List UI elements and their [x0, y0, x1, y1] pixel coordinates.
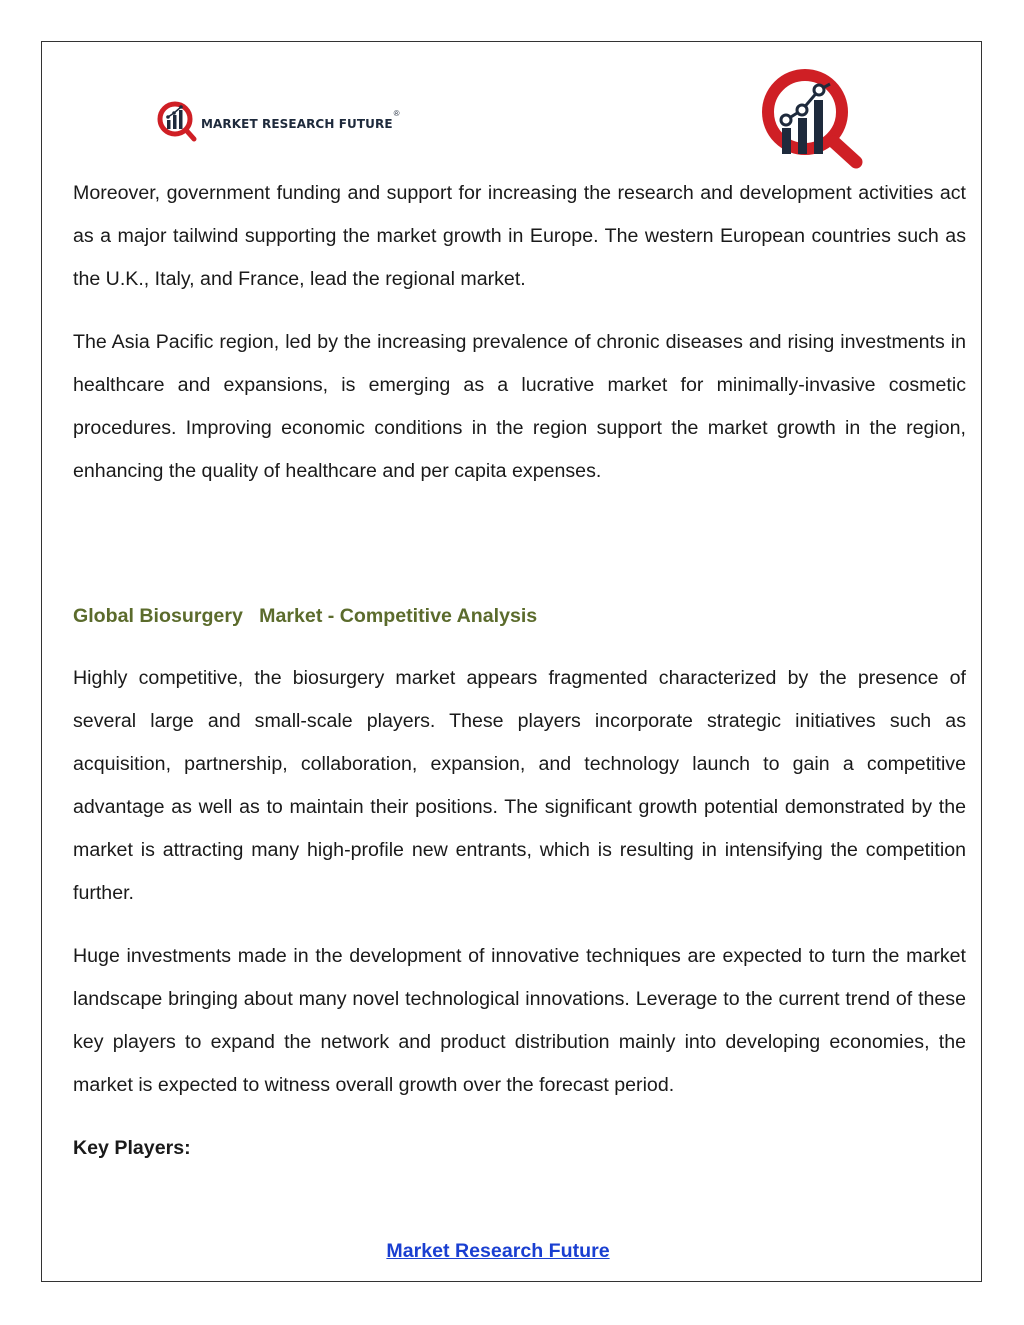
- paragraph-investments: Huge investments made in the development of innovative techniques are expected to turn the market landscape bringing about many novel technological innovations. Leverage to the current trend of these key players to expand the network and product distribution mainly into developing economies, the market is expected to witness overall growth over the forecast period.: [73, 945, 966, 1096]
- paragraph-asia-pacific: The Asia Pacific region, led by the increasing prevalence of chronic diseases and rising investments in healthcare and expansions, is emerging as a lucrative market for minimally-invasive cosmetic procedures. Improving economic conditions in the region support the market growth in the region, enhancing the quality of healthcare and per capita expenses.: [73, 331, 966, 482]
- company-logo: [157, 100, 400, 144]
- footer-company-link[interactable]: Market Research Future: [386, 1240, 610, 1262]
- registered-mark: ®: [393, 108, 400, 118]
- magnifier-chart-large-icon: [758, 66, 866, 170]
- paragraph-competition: Highly competitive, the biosurgery market appears fragmented characterized by the presence of several large and small-scale players. These players incorporate strategic initiatives such as acquisition, partnership, collaboration, expansion, and technology launch to gain a competitive advantage as well as to maintain their positions. The significant growth potential demonstrated by the market is attracting many high-profile new entrants, which is resulting in intensifying the competition further.: [73, 667, 966, 904]
- header-emblem: [758, 66, 866, 170]
- footer: [0, 1236, 996, 1266]
- key-players-label: Key Players:: [73, 1137, 191, 1159]
- paragraph-europe: Moreover, government funding and support for increasing the research and development activities act as a major tailwind supporting the market growth in Europe. The western European countries such as the U.K., Italy, and France, lead the regional market.: [73, 182, 966, 290]
- magnifier-chart-logo-icon: [157, 100, 197, 144]
- section-heading: Global Biosurgery Market - Competitive Analysis: [73, 605, 538, 627]
- logo-wordmark: MARKET RESEARCH FUTURE: [201, 117, 393, 131]
- section-spacer: [73, 513, 966, 595]
- document-body: [73, 172, 966, 1170]
